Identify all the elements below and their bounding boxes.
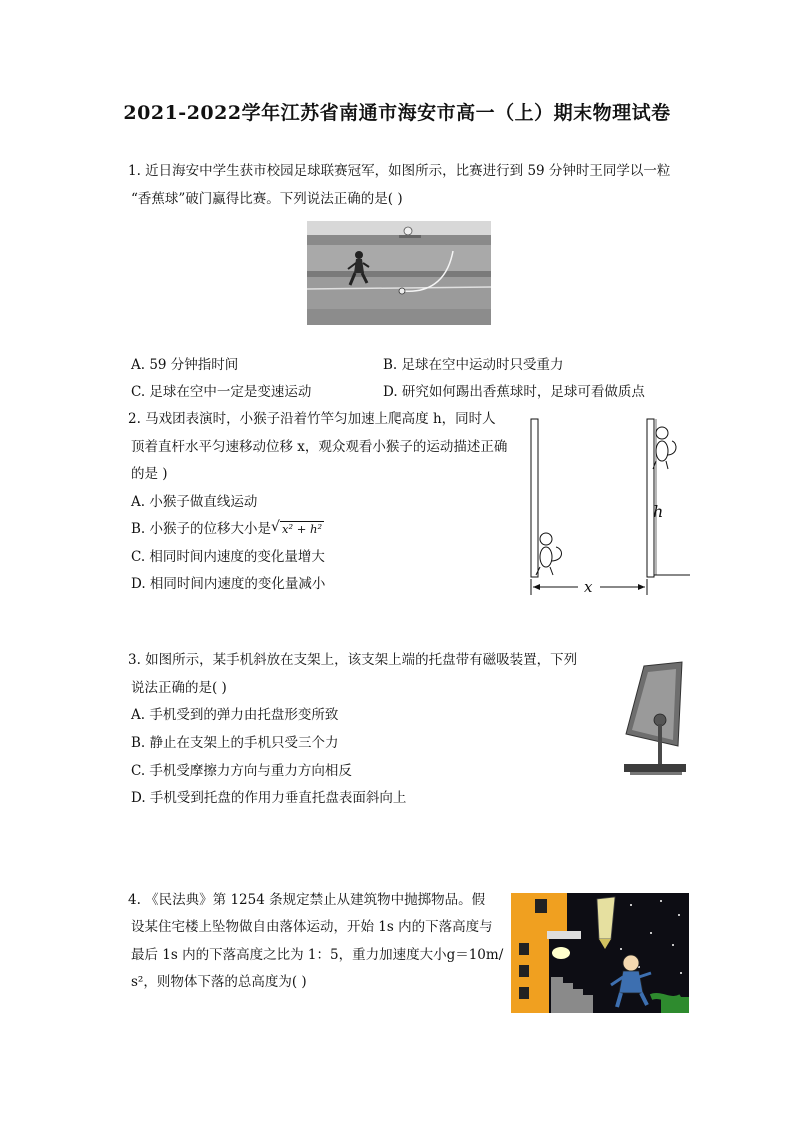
falling-object-cartoon-figure [511, 893, 689, 1013]
q2-line-1: 2. 马戏团表演时，小猴子沿着竹竿匀加速上爬高度 h，同时人 [128, 411, 496, 427]
monkey-bottom-icon [536, 533, 561, 575]
q1-option-a: A. 59 分钟指时间 [131, 357, 239, 373]
q2-option-b-text: B. 小猴子的位移大小是 [131, 521, 272, 537]
q2-option-b [131, 520, 324, 538]
sqrt-expression [271, 520, 324, 538]
q1-option-b: B. 足球在空中运动时只受重力 [383, 357, 564, 373]
q4-line-3: 最后 1s 内的下落高度之比为 1：5，重力加速度大小g＝10m/ [131, 947, 504, 963]
displacement-label: x [584, 578, 593, 596]
q3-option-b: B. 静止在支架上的手机只受三个力 [131, 735, 339, 751]
q4-line-4: s²，则物体下落的总高度为( ) [131, 974, 307, 990]
q1-option-c: C. 足球在空中一定是变速运动 [131, 384, 312, 400]
q1-line-2: “香蕉球”破门赢得比赛。下列说法正确的是( ) [131, 191, 403, 207]
q4-line-1: 4. 《民法典》第 1254 条规定禁止从建筑物中抛掷物品。假 [128, 892, 486, 908]
q2-line-2: 顶着直杆水平匀速移动位移 x，观众观看小猴子的运动描述正确 [131, 439, 508, 455]
phone-holder-photo-figure [620, 660, 688, 778]
monkey-top-icon [653, 427, 676, 469]
q1-option-d: D. 研究如何踢出香蕉球时，足球可看做质点 [383, 384, 645, 400]
radical-sign-icon: √ [271, 519, 280, 535]
q2-option-c: C. 相同时间内速度的变化量增大 [131, 549, 325, 565]
q4-line-2: 设某住宅楼上坠物做自由落体运动，开始 1s 内的下落高度与 [131, 919, 493, 935]
q3-line-2: 说法正确的是( ) [131, 680, 227, 696]
q3-option-c: C. 手机受摩擦力方向与重力方向相反 [131, 763, 352, 779]
height-label: h [653, 502, 664, 521]
monkey-pole-figure [522, 415, 692, 600]
q2-line-3: 的是 ) [131, 466, 168, 482]
q2-option-a: A. 小猴子做直线运动 [131, 494, 258, 510]
q2-option-d: D. 相同时间内速度的变化量减小 [131, 576, 326, 592]
soccer-photo-figure [307, 221, 491, 325]
page-title: 2021-2022学年江苏省南通市海安市高一（上）期末物理试卷 [123, 102, 671, 124]
q3-option-d: D. 手机受到托盘的作用力垂直托盘表面斜向上 [131, 790, 407, 806]
q1-line-1: 1. 近日海安中学生获市校园足球联赛冠军，如图所示，比赛进行到 59 分钟时王同学以一粒 [128, 163, 671, 179]
q3-option-a: A. 手机受到的弹力由托盘形变所致 [131, 707, 339, 723]
q3-line-1: 3. 如图所示，某手机斜放在支架上，该支架上端的托盘带有磁吸装置，下列 [128, 652, 578, 668]
sqrt-argument: x² + h² [282, 522, 323, 536]
